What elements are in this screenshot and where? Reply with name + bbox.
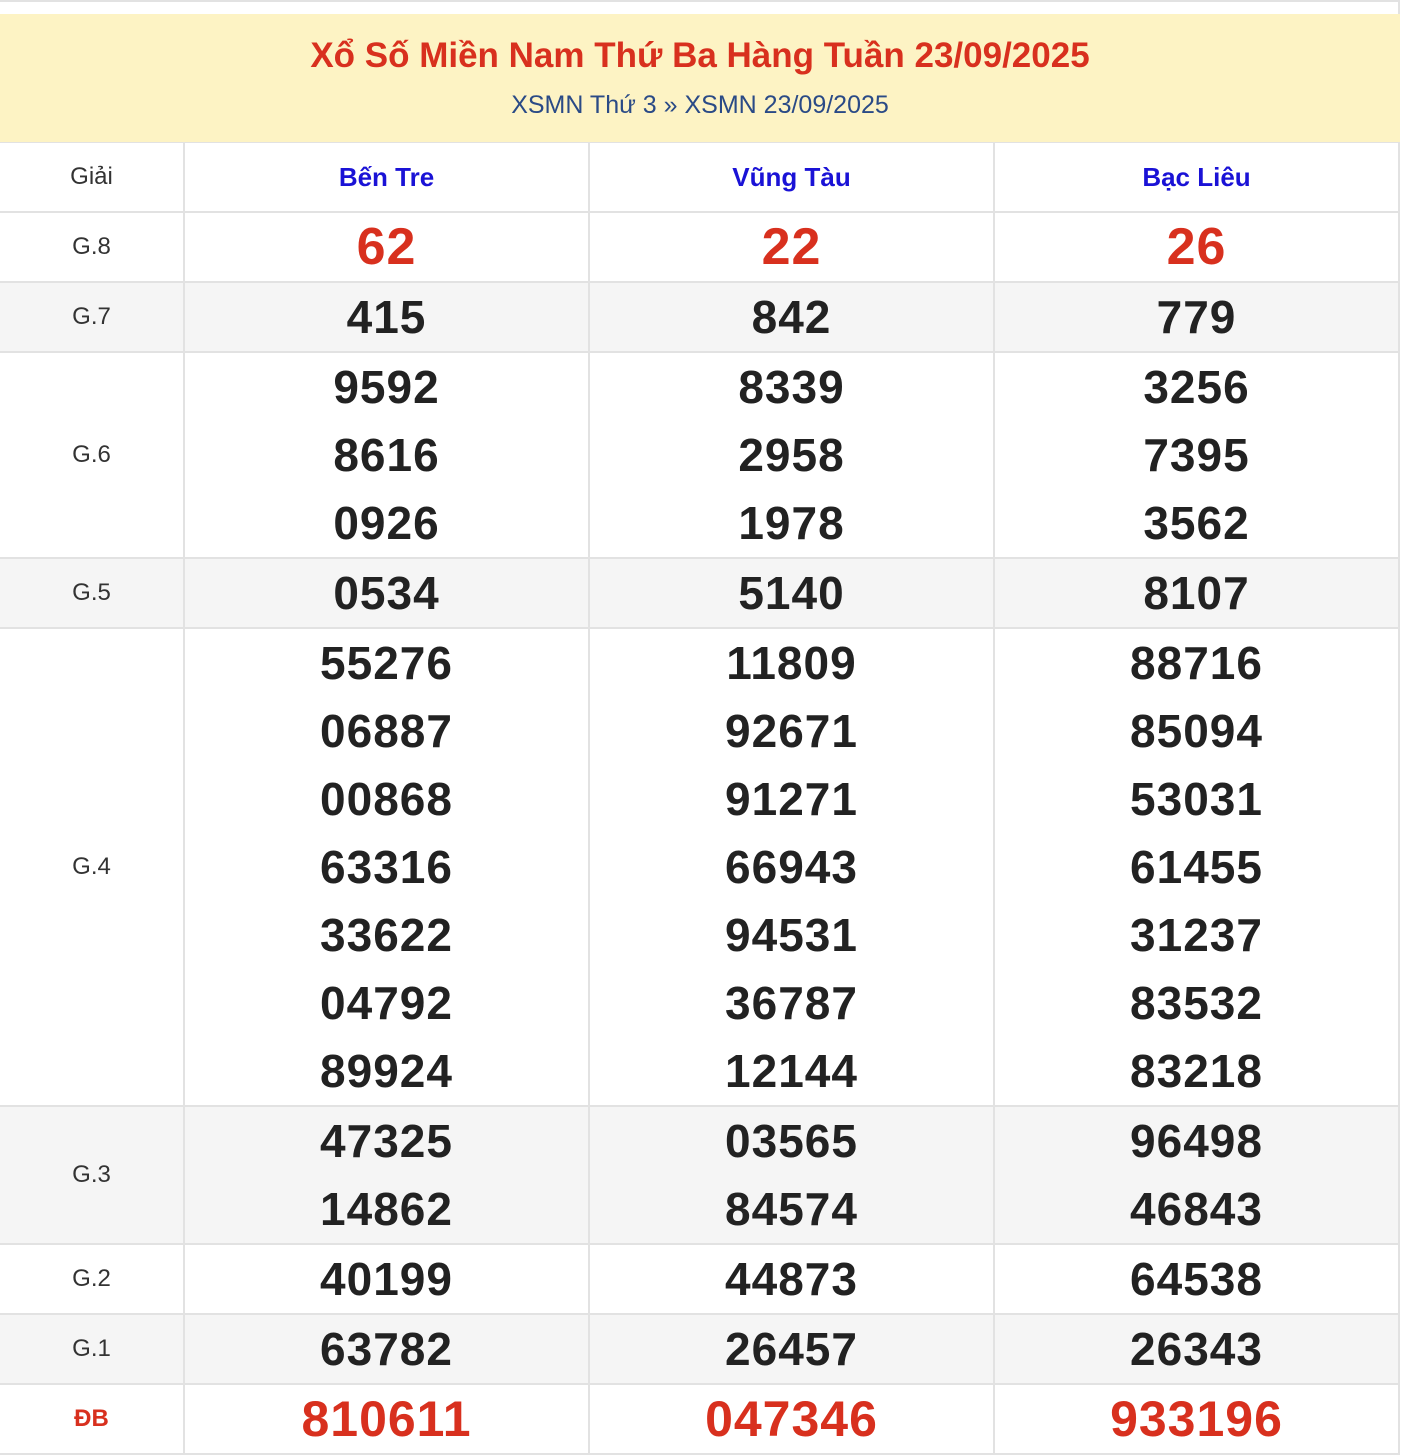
prize-number: 04792: [320, 977, 453, 1029]
prize-number: 36787: [725, 977, 858, 1029]
prize-number: 415: [346, 291, 427, 343]
prize-number: 62: [356, 218, 417, 276]
prize-number: 83218: [1130, 1045, 1263, 1097]
table-row: [0, 1314, 1399, 1384]
prize-number: 40199: [320, 1253, 453, 1305]
prize-cell: [184, 1384, 589, 1454]
results-table: [0, 142, 1400, 1455]
special-prize-number: 047346: [705, 1391, 878, 1447]
prize-cell: [589, 628, 994, 1106]
prize-number: 2958: [738, 429, 845, 481]
prize-number: 94531: [725, 909, 858, 961]
prize-cell: [994, 558, 1399, 628]
prize-cell: [184, 1244, 589, 1314]
table-row: [0, 352, 1399, 558]
prize-label: ĐB: [0, 1384, 184, 1454]
special-prize-number: 810611: [301, 1391, 472, 1447]
breadcrumb-link-weekday[interactable]: XSMN Thứ 3: [511, 91, 657, 119]
prize-number: 31237: [1130, 909, 1263, 961]
prize-cell: [994, 212, 1399, 282]
prize-cell: [184, 1314, 589, 1384]
prize-number: 26343: [1130, 1323, 1263, 1375]
prize-number: 44873: [725, 1253, 858, 1305]
prize-cell: [589, 558, 994, 628]
prize-number: 7395: [1143, 429, 1250, 481]
prize-cell: [589, 1244, 994, 1314]
prize-number: 96498: [1130, 1115, 1263, 1167]
prize-label: G.2: [0, 1244, 184, 1314]
prize-number: 26457: [725, 1323, 858, 1375]
prize-number: 1978: [738, 497, 845, 549]
prize-cell: [994, 352, 1399, 558]
prize-number: 46843: [1130, 1183, 1263, 1235]
breadcrumb-link-date[interactable]: XSMN 23/09/2025: [684, 91, 889, 119]
page-title: Xổ Số Miền Nam Thứ Ba Hàng Tuần 23/09/2025: [310, 36, 1090, 75]
prize-cell: [994, 1314, 1399, 1384]
breadcrumb: [0, 91, 1400, 120]
province-header[interactable]: Vũng Tàu: [589, 143, 994, 213]
prize-number: 5140: [738, 567, 845, 619]
prize-label: G.6: [0, 352, 184, 558]
prize-cell: [994, 628, 1399, 1106]
table-row: [0, 1244, 1399, 1314]
prize-label: G.4: [0, 628, 184, 1106]
prize-cell: [994, 282, 1399, 352]
prize-cell: [994, 1106, 1399, 1244]
prize-number: 91271: [725, 773, 858, 825]
prize-number: 00868: [320, 773, 453, 825]
province-header[interactable]: Bến Tre: [184, 143, 589, 213]
prize-number: 12144: [725, 1045, 858, 1097]
prize-number: 9592: [333, 361, 440, 413]
prize-cell: [184, 282, 589, 352]
prize-cell: [184, 628, 589, 1106]
table-row: [0, 628, 1399, 1106]
prize-number: 66943: [725, 841, 858, 893]
prize-number: 89924: [320, 1045, 453, 1097]
province-header[interactable]: Bạc Liêu: [994, 143, 1399, 213]
prize-cell: [184, 212, 589, 282]
prize-number: 55276: [320, 637, 453, 689]
table-row: [0, 1106, 1399, 1244]
table-header-row: [0, 143, 1399, 213]
prize-number: 63782: [320, 1323, 453, 1375]
prize-number: 92671: [725, 705, 858, 757]
prize-cell: [589, 1106, 994, 1244]
prize-cell: [994, 1384, 1399, 1454]
prize-number: 03565: [725, 1115, 858, 1167]
prize-number: 11809: [726, 637, 857, 689]
prize-number: 53031: [1130, 773, 1263, 825]
prize-number: 779: [1156, 291, 1237, 343]
prize-label: G.8: [0, 212, 184, 282]
prize-number: 0926: [333, 497, 440, 549]
prize-cell: [994, 1244, 1399, 1314]
prize-number: 61455: [1130, 841, 1263, 893]
prize-cell: [184, 352, 589, 558]
prize-label: G.1: [0, 1314, 184, 1384]
table-row: [0, 282, 1399, 352]
prize-cell: [184, 1106, 589, 1244]
table-row: [0, 558, 1399, 628]
prize-number: 33622: [320, 909, 453, 961]
prize-number: 3562: [1143, 497, 1250, 549]
table-row: [0, 212, 1399, 282]
prize-cell: [589, 352, 994, 558]
prize-cell: [184, 558, 589, 628]
prize-cell: [589, 282, 994, 352]
prize-number: 22: [761, 218, 822, 276]
prize-number: 26: [1166, 218, 1227, 276]
special-prize-number: 933196: [1110, 1391, 1283, 1447]
prize-number: 0534: [333, 567, 440, 619]
prize-number: 47325: [320, 1115, 453, 1167]
prize-cell: [589, 212, 994, 282]
prize-number: 14862: [320, 1183, 453, 1235]
prize-number: 8107: [1143, 567, 1250, 619]
prize-number: 85094: [1130, 705, 1263, 757]
giai-header: Giải: [0, 143, 184, 213]
prize-number: 64538: [1130, 1253, 1263, 1305]
prize-label: G.5: [0, 558, 184, 628]
prize-cell: [589, 1384, 994, 1454]
prize-number: 84574: [725, 1183, 858, 1235]
prize-label: G.3: [0, 1106, 184, 1244]
prize-number: 83532: [1130, 977, 1263, 1029]
prize-number: 842: [751, 291, 832, 343]
table-row: [0, 1384, 1399, 1454]
results-header: [0, 14, 1400, 143]
prize-number: 63316: [320, 841, 453, 893]
prize-number: 88716: [1130, 637, 1263, 689]
breadcrumb-separator: »: [663, 91, 678, 119]
prize-number: 3256: [1143, 361, 1250, 413]
prize-number: 06887: [320, 705, 453, 757]
prize-cell: [589, 1314, 994, 1384]
prize-number: 8616: [333, 429, 440, 481]
prize-label: G.7: [0, 282, 184, 352]
prize-number: 8339: [738, 361, 845, 413]
